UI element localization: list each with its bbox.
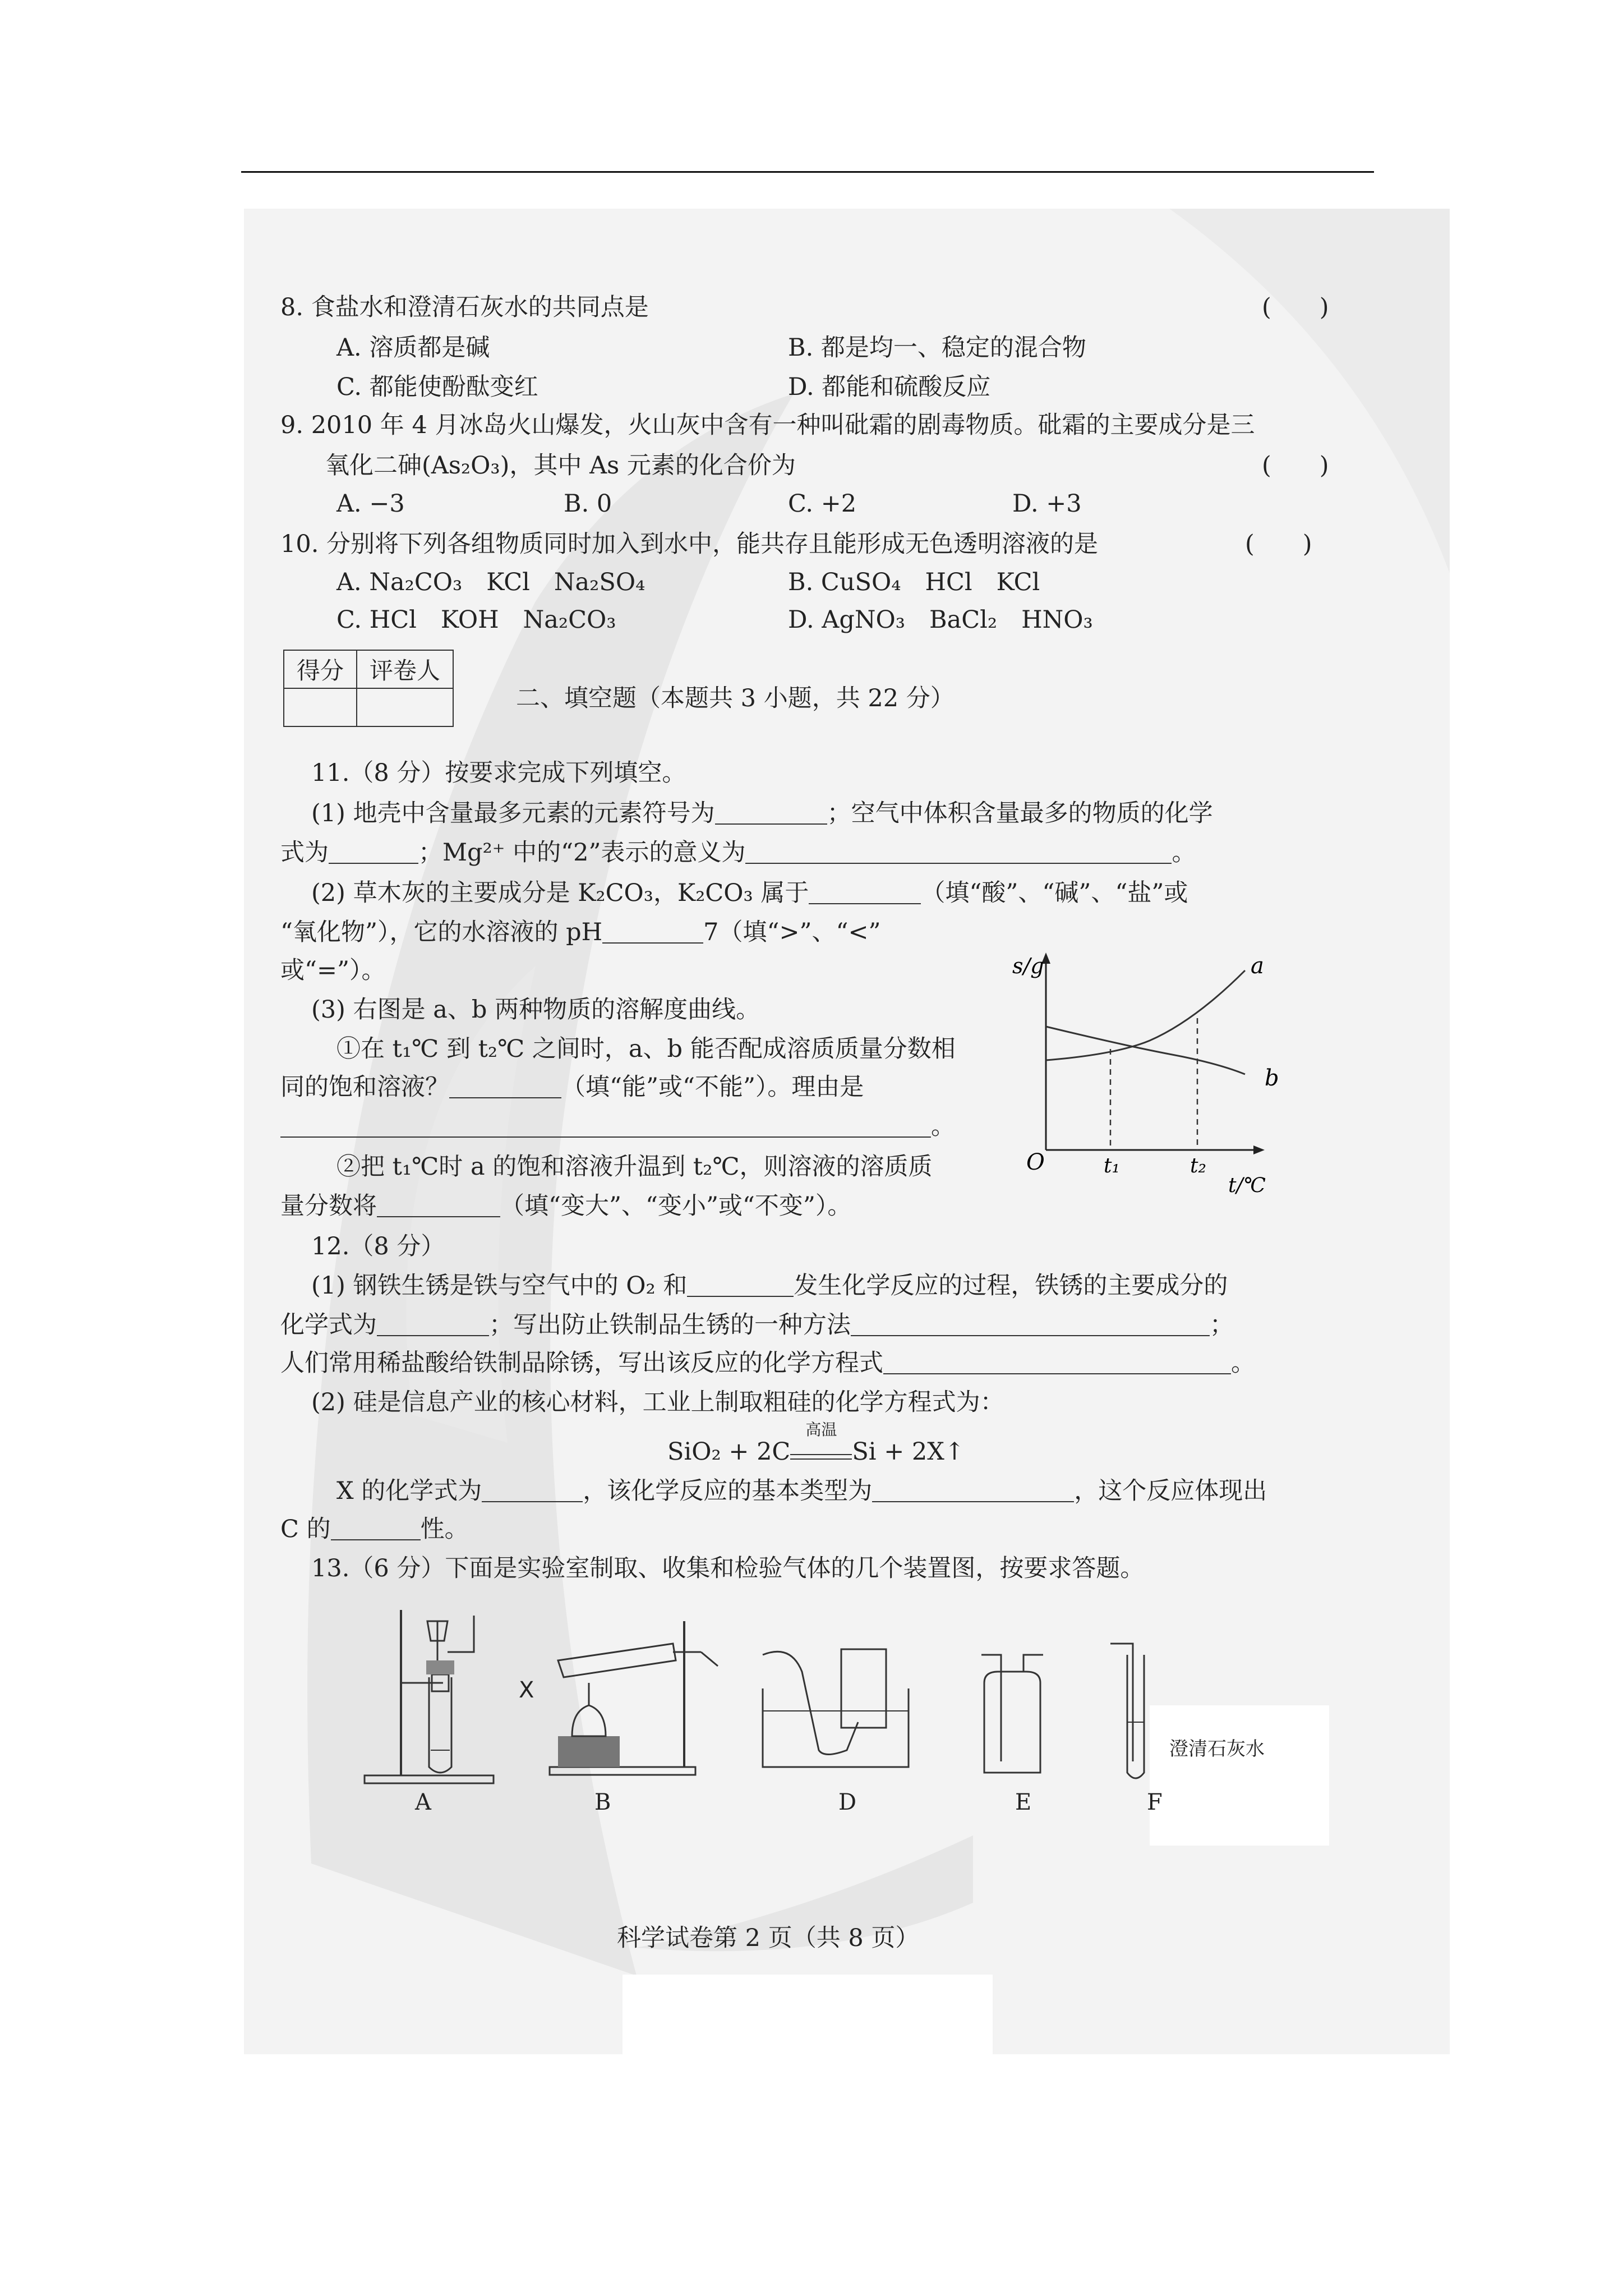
q11-p3-2-line2: 量分数将 （填“变大”、“变小”或“不变”）。 xyxy=(280,1192,852,1220)
q9-option-c: C. +2 xyxy=(788,490,857,518)
top-rule xyxy=(241,171,1374,173)
q9-stem-line2: 氧化二砷(As₂O₃)，其中 As 元素的化合价为 xyxy=(325,452,796,480)
q11-blank-k2co3-class[interactable] xyxy=(809,881,921,904)
q12-p1-line3: 人们常用稀盐酸给铁制品除锈，写出该反应的化学方程式 。 xyxy=(280,1349,1255,1377)
section2-title: 二、填空题（本题共 3 小题，共 22 分） xyxy=(516,684,955,712)
q8-option-a: A. 溶质都是碱 xyxy=(336,334,490,362)
grader-header: 评卷人 xyxy=(357,650,453,688)
apparatus-a xyxy=(359,1599,499,1789)
q12-blank-property[interactable] xyxy=(331,1517,421,1540)
q10-option-b: B. CuSO₄ HCl KCl xyxy=(788,568,1040,596)
label-b: B xyxy=(594,1789,611,1815)
q10-answer-paren[interactable]: ( ) xyxy=(1245,530,1312,558)
q12-blank-rust-equation[interactable] xyxy=(883,1351,1231,1374)
solubility-graph xyxy=(1004,948,1295,1206)
q10-stem: 10. 分别将下列各组物质同时加入到水中，能共存且能形成无色透明溶液的是 xyxy=(280,530,1099,558)
label-e: E xyxy=(1015,1789,1032,1815)
q12-blank-water[interactable] xyxy=(687,1273,794,1297)
q11-p3-1-line3: 。 xyxy=(280,1110,955,1143)
q8-option-c: C. 都能使酚酞变红 xyxy=(336,373,538,401)
q11-blank-air-formula[interactable] xyxy=(329,840,418,864)
q12-blank-x-formula[interactable] xyxy=(482,1479,583,1502)
q8-option-d: D. 都能和硫酸反应 xyxy=(788,373,991,401)
q11-p2-line3: 或“=”）。 xyxy=(280,956,386,984)
q11-title: 11.（8 分）按要求完成下列填空。 xyxy=(311,759,686,787)
q12-p1-line1: (1) 钢铁生锈是铁与空气中的 O₂ 和 发生化学反应的过程，铁锈的主要成分的 xyxy=(311,1272,1228,1300)
footer-white-patch xyxy=(623,1975,993,2104)
q9-answer-paren[interactable]: ( ) xyxy=(1262,452,1329,480)
q11-p1-line2: 式为 ；Mg²⁺ 中的“2”表示的意义为 。 xyxy=(280,839,1196,867)
q11-p3: (3) 右图是 a、b 两种物质的溶解度曲线。 xyxy=(311,996,760,1024)
limewater-label: 澄清石灰水 xyxy=(1169,1738,1265,1760)
q8-answer-paren[interactable]: ( ) xyxy=(1262,293,1329,321)
q11-blank-can-or-not[interactable] xyxy=(449,1075,561,1098)
q11-p1-line1: (1) 地壳中含量最多元素的元素符号为 ；空气中体积含量最多的物质的化学 xyxy=(311,799,1213,827)
q12-p1-line2: 化学式为 ；写出防止铁制品生锈的一种方法 ； xyxy=(280,1311,1234,1339)
y-axis-label: s/g xyxy=(1012,954,1044,978)
curve-b-label: b xyxy=(1265,1065,1279,1091)
q12-p2-line2: X 的化学式为 ，该化学反应的基本类型为 ，这个反应体现出 xyxy=(336,1477,1267,1505)
q12-p2-line3: C 的 性。 xyxy=(280,1515,469,1543)
x-axis-label: t/℃ xyxy=(1228,1174,1266,1197)
score-table xyxy=(283,650,454,727)
label-a: A xyxy=(415,1789,431,1815)
q12-blank-rust-prevention[interactable] xyxy=(851,1313,1210,1336)
score-cell[interactable] xyxy=(284,688,357,726)
t1-label: t₁ xyxy=(1104,1154,1120,1177)
apparatus-d xyxy=(757,1638,914,1773)
curve-a-label: a xyxy=(1251,953,1264,979)
page-footer: 科学试卷第 2 页（共 8 页） xyxy=(617,1924,920,1952)
score-header: 得分 xyxy=(284,650,357,688)
q11-p3-1-line2: 同的饱和溶液？ （填“能”或“不能”）。理由是 xyxy=(280,1073,864,1101)
limewater-label-box xyxy=(1150,1705,1329,1846)
grader-cell[interactable] xyxy=(357,688,453,726)
q11-blank-reason[interactable] xyxy=(280,1114,931,1138)
apparatus-b xyxy=(533,1616,723,1784)
q11-p3-1-line1: ①在 t₁℃ 到 t₂℃ 之间时，a、b 能否配成溶质质量分数相 xyxy=(336,1035,956,1063)
q9-option-a: A. −3 xyxy=(336,490,405,518)
q13-title: 13.（6 分）下面是实验室制取、收集和检验气体的几个装置图，按要求答题。 xyxy=(311,1554,1145,1582)
label-x: X xyxy=(519,1677,534,1703)
q8-option-b: B. 都是均一、稳定的混合物 xyxy=(788,334,1086,362)
label-d: D xyxy=(838,1789,857,1815)
q12-p2-line1: (2) 硅是信息产业的核心材料，工业上制取粗硅的化学方程式为： xyxy=(311,1388,1004,1416)
q11-blank-mass-fraction[interactable] xyxy=(377,1194,500,1217)
q11-p3-2-line1: ②把 t₁℃时 a 的饱和溶液升温到 t₂℃，则溶液的溶质质 xyxy=(336,1153,933,1181)
t2-label: t₂ xyxy=(1190,1154,1206,1177)
q12-blank-reaction-type[interactable] xyxy=(872,1479,1074,1502)
q11-p2-line1: (2) 草木灰的主要成分是 K₂CO₃，K₂CO₃ 属于 （填“酸”、“碱”、“盐”或 xyxy=(311,879,1188,907)
q9-option-d: D. +3 xyxy=(1012,490,1082,518)
q12-blank-rust-formula[interactable] xyxy=(377,1313,489,1336)
q9-stem-line1: 9. 2010 年 4 月冰岛火山爆发，火山灰中含有一种叫砒霜的剧毒物质。砒霜的主要成分是三 xyxy=(280,411,1255,439)
silicon-equation: SiO₂ + 2C 高温 Si + 2X↑ xyxy=(667,1420,965,1466)
q11-blank-mg-meaning[interactable] xyxy=(745,840,1172,864)
equation-condition: 高温 xyxy=(790,1438,852,1460)
q11-p2-line2: “氧化物”），它的水溶液的 pH 7（填“>”、“<” xyxy=(280,918,881,946)
x-axis-arrow xyxy=(1253,1145,1265,1154)
q10-option-d: D. AgNO₃ BaCl₂ HNO₃ xyxy=(788,606,1093,634)
q10-option-c: C. HCl KOH Na₂CO₃ xyxy=(336,606,616,634)
origin-label: O xyxy=(1026,1149,1045,1175)
q11-blank-ph[interactable] xyxy=(602,920,703,944)
apparatus-e xyxy=(970,1649,1054,1784)
q10-option-a: A. Na₂CO₃ KCl Na₂SO₄ xyxy=(336,568,645,596)
q9-option-b: B. 0 xyxy=(564,490,612,518)
q12-title: 12.（8 分） xyxy=(311,1232,445,1260)
q11-blank-element-symbol[interactable] xyxy=(715,801,827,825)
curve-a xyxy=(1046,970,1245,1060)
q8-stem: 8. 食盐水和澄清石灰水的共同点是 xyxy=(280,293,649,321)
curve-b xyxy=(1046,1027,1245,1074)
label-f: F xyxy=(1147,1789,1163,1815)
